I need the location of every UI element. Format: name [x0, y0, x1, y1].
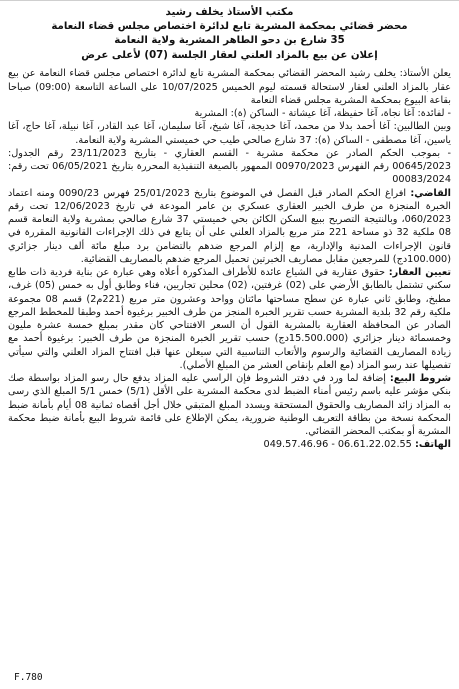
office-name: مكتب الأستاذ يخلف رشيد: [165, 6, 294, 18]
paragraph-label: القاضي:: [410, 187, 451, 199]
reference-code: F.780: [14, 672, 43, 683]
notice-title: محضر قضائي بمحكمة المشرية تابع لدائرة اختصاص مجلس قضاء النعامة: [51, 20, 408, 32]
paragraph-beneficiaries: [8, 107, 451, 120]
paragraph-applicants: [8, 120, 451, 147]
paragraph-label: تعيين العقار:: [388, 267, 451, 279]
paragraph-label: شروط البيع:: [389, 373, 451, 385]
paragraph-ruling: [8, 187, 451, 267]
notice-header: [8, 5, 451, 63]
phone-numbers: 049.57.46.96 - 06.61.22.02.55: [263, 439, 412, 451]
paragraph-text: يعلن الأستاذ: يخلف رشيد المحضر القضائي بمحكمة المشرية تابع لدائرة اختصاص مجلس قضاء النعامة عن بيع عقار بالمزاد العلني لعقار لاستحالة قسمته ليوم الخميس 10/07/2025 على الساعة التاسعة (09:00) صباحا بقاعة البيوع بمحكمة المشرية مجلس قضاء النعامة: [8, 68, 451, 106]
paragraph-sale-conditions: [8, 372, 451, 438]
auction-announcement: إعلان عن بيع بالمزاد العلني لعقار الجلسة (07) لأعلى عرض: [81, 49, 378, 61]
notice-body: [8, 67, 451, 451]
paragraph-text: - لفائدة: آغا نجاة، آغا حفيظة، آغا عيشاتة - الساكن (ة): المشرية: [194, 108, 451, 120]
paragraph-text: حقوق عقارية في الشياع عائدة للأطراف المذكورة أعلاه وهي عبارة عن بناية فردية ذات طابع سكني تشتمل بالطابق الأرضي على (02) غرفتين، (02) محلين تجاريين، فناء وطابق أول به خمس (05) غرف، مطبخ، وطابق ثاني عبارة عن سطح مساحتها مائتان وواحد وعشرون متر مربع (221م2) قسم 08 مجموعة ملكية رقم 32 بلدية المشرية حسب تقرير الخبرة المنجز من طرف الخبير برغيوة أحمد وطبقا للمخطط المرجع الصادر عن المحافظة العقارية بالمشرية القول أن السعر الافتتاحي كان مقدر بمبلغ خمسة عشرة مليون وخمسمائة دينار جزائري (15.500.000دج) حسب تقرير الخبرة المنجزة من طرف الخبير: برغيوة أحمد مع زيادة المصاريف القضائية والرسوم والأتعاب التناسبية التي سيعلن عنها قبل افتتاح المزاد العلني والتي سيأتي تفصيلها عند رسو المزاد (مع العلم بإنقاص العشر من المبلغ الأصلي).: [8, 267, 451, 371]
paragraph-text: وبين الطالبين: آغا أحمد بدلا من محمد، آغا خديجة، آغا شيخ، آغا سليمان، آغا عبد القادر، آغا نبيلة، آغا حاج، آغا ياسين، آغا مصطفى - الساكن (ة): 37 شارع صالحي طيب حي خميستي المشرية ولاية النعامة.: [8, 121, 451, 146]
paragraph-text: افراغ الحكم الصادر قبل الفصل في الموضوع بتاريخ 25/01/2023 فهرس 0090/23 ومنه اعتماد الخبرة المنجزة من طرف الخبير العقاري عسكري بن عامر المودعة في تاريخ 12/06/2023 تحت رقم 060/2023، وبالنتيجة التصريح ببيع السكن الكائن بحي خميستي 37 شارع صالحي بمشرية ولاية النعامة قسم 08 ملكية 32 ذو مساحة 221 متر مربع بالمزاد العلني على أن يتابع في ذلك الإجراءات القانونية المقررة في قانون الإجراءات المدنية والإدارية، مع إلزام المرجع ضدهم بالتضامن برد مبلغ مائة ألف دينار جزائري (100.000دج) للمرجعين مقابل مصاريف الخبرتين تحميل المرجع ضدهم بالمصاريف القضائية.: [8, 187, 451, 265]
paragraph-text: إضافة لما ورد في دفتر الشروط فإن الراسي عليه المزاد يدفع حال رسو المزاد بواسطة صك بنكي مؤشر عليه باسم رئيس أمناء الضبط لدى محكمة المشرية على الأقل (5/1) خمس 5/1 المبلغ الذي رسى به المزاد زائد المصاريف والحقوق المستحقة ويسدد المبلغ المتبقي خلال أجل أقصاه ثمانية 08 أيام بأمانة ضبط المحكمة نسخة من بطاقة التعريف الوطنية ضرورية، يمكن الإطلاع على قائمة شروط البيع بأمانة ضبط محكمة المشرية أو بمكتب المحضر القضائي.: [8, 373, 451, 438]
paragraph-intro: [8, 67, 451, 107]
paragraph-judgment: [8, 147, 451, 187]
paragraph-property: [8, 266, 451, 372]
office-address: 35 شارع بن دحو الطاهر المشرية ولاية النعامة: [114, 35, 345, 47]
phone-label: الهاتف:: [414, 439, 451, 451]
paragraph-text: - بموجب الحكم الصادر عن محكمة مشرية - القسم العقاري - بتاريخ 23/11/2023 رقم الجدول: 00645/2023 رقم الفهرس 00970/2023 الممهور بالصيغة التنفيذية المحررة بتاريخ 06/05/2021 تحت رقم: 00083/2024: [8, 147, 451, 186]
contact-line: [8, 438, 451, 451]
